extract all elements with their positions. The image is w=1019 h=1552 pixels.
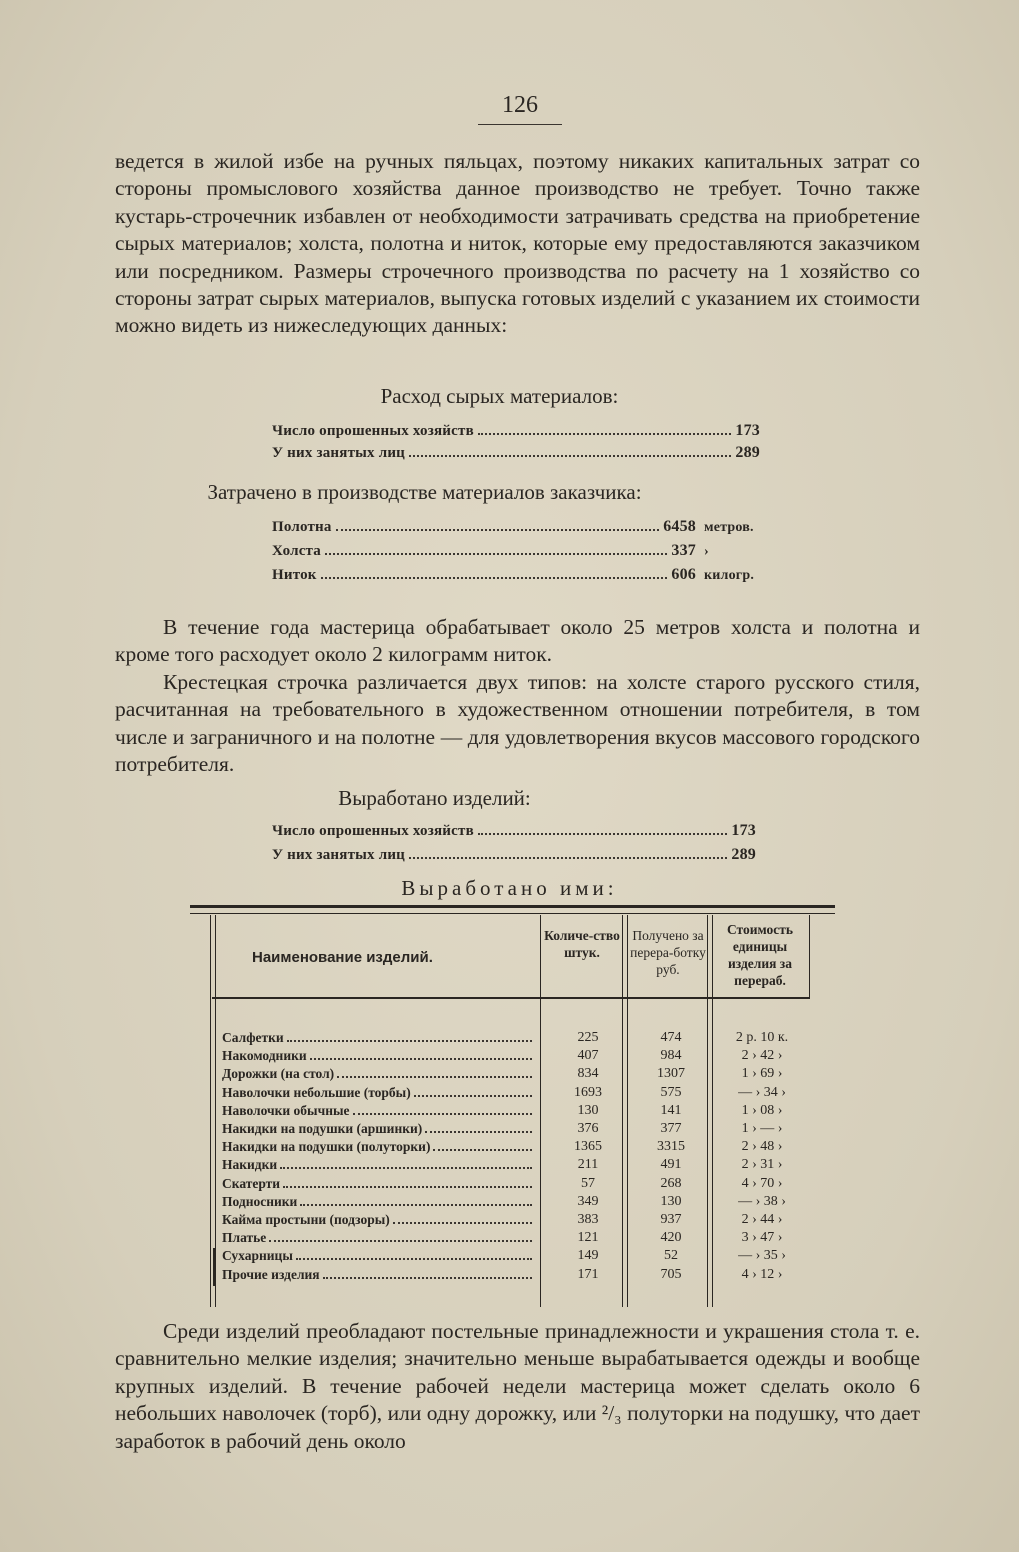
- item-qty: 171: [577, 1266, 599, 1282]
- item-unit-cost: 1 › 08 ›: [741, 1102, 783, 1118]
- item-qty: 211: [577, 1157, 599, 1173]
- row-persons: [272, 444, 760, 462]
- table-bracket-mark: [213, 1248, 216, 1286]
- row-polotno: [272, 518, 762, 536]
- header-name: Наименование изделий.: [252, 949, 433, 966]
- item-name: [222, 1103, 534, 1119]
- header-qty: Количе-ство штук.: [544, 928, 620, 960]
- row-label: Число опрошенных хозяйств: [272, 823, 474, 839]
- item-name: [222, 1248, 534, 1264]
- item-received: 474: [660, 1030, 682, 1045]
- item-unit-cost: 2 › 31 ›: [741, 1157, 783, 1173]
- table-row: [190, 1230, 790, 1248]
- item-unit-cost: 4 › 12 ›: [741, 1266, 783, 1282]
- item-name: [222, 1230, 534, 1246]
- paragraph-2: В течение года мастерица обрабатывает около 25 метров холста и полотна и кроме того расходует около 2 килограмм ниток.: [115, 615, 920, 667]
- row-households: [272, 422, 760, 440]
- table-row: [190, 1139, 790, 1157]
- item-name-text: Накидки на подушки (полуторки): [222, 1139, 431, 1155]
- item-name-text: Салфетки: [222, 1030, 284, 1045]
- dot-leader: [280, 1167, 532, 1169]
- row-label: Холста: [272, 543, 321, 559]
- row-value: 173: [731, 822, 756, 839]
- row-label: Ниток: [272, 567, 317, 583]
- dot-leader: [409, 856, 727, 859]
- dot-leader: [433, 1149, 532, 1151]
- item-received: 705: [660, 1266, 682, 1282]
- item-name: [222, 1157, 534, 1173]
- table-row: [190, 1157, 790, 1175]
- item-qty: 57: [581, 1175, 595, 1191]
- header-cost: Стоимость единицы изделия за перераб.: [726, 922, 794, 988]
- item-name-text: Накидки на подушки (аршинки): [222, 1121, 423, 1136]
- item-unit-cost: 2 › 44 ›: [741, 1212, 783, 1227]
- paragraph-1: ведется в жилой избе на ручных пяльцах, поэтому никаких капитальных затрат со стороны промыслового хозяйства данное производство не требует. Точно также кустарь-строчечник избавлен от необходимости затрачивать средства на приобретение сырых материалов; холста, полотна и ниток, которые ему предоставляются заказчиком или посредником. Размеры строчечного производства по расчету на 1 хозяйство со стороны затрат сырых материалов, выпуска готовых изделий с указанием их стоимости можно видеть из нижеследующих данных:: [115, 149, 920, 338]
- row-label: Число опрошенных хозяйств: [272, 423, 474, 439]
- item-unit-cost: 2 р. 10 к.: [735, 1030, 789, 1045]
- section-title-produced-by-them: Выработано ими:: [401, 876, 618, 900]
- item-unit-cost: 1 › — ›: [741, 1121, 783, 1136]
- item-received: 937: [660, 1212, 682, 1227]
- row-value: 606: [671, 566, 696, 583]
- item-name: [222, 1030, 534, 1046]
- item-unit-cost: — › 34 ›: [738, 1084, 786, 1100]
- item-name-text: Наволочки обычные: [222, 1102, 350, 1118]
- item-qty: 349: [577, 1193, 599, 1209]
- item-qty: 383: [577, 1212, 599, 1227]
- page-number-rule: [478, 124, 562, 125]
- item-name: [222, 1048, 534, 1064]
- item-unit-cost: 3 › 47 ›: [741, 1230, 783, 1246]
- item-unit-cost: — › 38 ›: [738, 1193, 786, 1209]
- item-name: [222, 1212, 534, 1228]
- table-row: [190, 1103, 790, 1121]
- row-unit: килогр.: [704, 568, 755, 583]
- item-name-text: Кайма простыни (подзоры): [222, 1212, 390, 1227]
- table-rule-top: [190, 905, 835, 908]
- table-row: [190, 1121, 790, 1139]
- row-value: 289: [731, 846, 756, 863]
- item-name: [222, 1176, 534, 1192]
- row-value: 289: [735, 444, 760, 461]
- table-row: [190, 1066, 790, 1084]
- row-households-2: [272, 822, 756, 840]
- item-received: 984: [660, 1048, 682, 1064]
- dot-leader: [310, 1058, 532, 1060]
- dot-leader: [425, 1131, 532, 1133]
- item-name-text: Накидки: [222, 1157, 278, 1173]
- item-unit-cost: 4 › 70 ›: [741, 1175, 783, 1191]
- dot-leader: [269, 1240, 532, 1242]
- item-name: [222, 1139, 534, 1155]
- item-received: 130: [660, 1193, 682, 1209]
- row-unit: ›: [704, 544, 709, 559]
- item-unit-cost: 1 › 69 ›: [741, 1066, 783, 1082]
- item-qty: 834: [577, 1066, 599, 1082]
- row-value: 337: [671, 542, 696, 559]
- item-qty: 1365: [574, 1139, 602, 1155]
- section-title-produced: Выработано изделий:: [338, 786, 531, 810]
- row-nitki: [272, 566, 762, 584]
- item-name-text: Наволочки небольшие (торбы): [222, 1084, 411, 1100]
- table-row: [190, 1085, 790, 1103]
- item-name-text: Подносники: [222, 1193, 298, 1209]
- item-name: [222, 1066, 534, 1082]
- dot-leader: [336, 528, 660, 531]
- row-value: 173: [735, 422, 760, 439]
- table-header-rule: [212, 997, 810, 999]
- item-qty: 1693: [574, 1084, 602, 1100]
- table-row: [190, 1248, 790, 1266]
- item-qty: 407: [577, 1048, 599, 1064]
- dot-leader: [287, 1040, 532, 1042]
- item-name-text: Платье: [222, 1230, 267, 1246]
- item-qty: 121: [577, 1230, 599, 1246]
- dot-leader: [337, 1076, 532, 1078]
- section-title-raw-materials: Расход сырых материалов:: [380, 384, 619, 408]
- table-row: [190, 1048, 790, 1066]
- row-label: У них занятых лиц: [272, 847, 406, 863]
- item-received: 52: [664, 1248, 678, 1264]
- item-unit-cost: — › 35 ›: [738, 1248, 786, 1264]
- section-title-customer-materials: Затрачено в производстве материалов заказчика:: [207, 480, 642, 504]
- item-received: 268: [660, 1175, 682, 1191]
- row-label: У них занятых лиц: [272, 445, 406, 461]
- table-row: [190, 1212, 790, 1230]
- item-received: 575: [660, 1084, 682, 1100]
- dot-leader: [323, 1277, 532, 1279]
- paragraph-4: Среди изделий преобладают постельные принадлежности и украшения стола т. е. сравнительно мелкие изделия; значительно меньше вырабатывается одежды и вообще крупных изделий. В течение рабочей недели мастерица может сделать около 6 небольших наволочек (торб), или одну дорожку, или ²/₃ полуторки на подушку, что дает заработок в рабочий день около: [115, 1319, 920, 1453]
- dot-leader: [296, 1258, 532, 1260]
- table-border-right: [809, 915, 810, 997]
- item-name-text: Накомодники: [222, 1048, 307, 1064]
- item-received: 377: [660, 1121, 682, 1136]
- item-received: 491: [660, 1157, 682, 1173]
- header-received: Получено за перера-ботку руб.: [630, 928, 706, 977]
- row-value: 6458: [663, 518, 696, 535]
- row-kholst: [272, 542, 762, 560]
- item-qty: 376: [577, 1121, 599, 1136]
- item-name-text: Дорожки (на стол): [222, 1066, 335, 1082]
- item-received: 420: [660, 1230, 682, 1246]
- table-row: [190, 1176, 790, 1194]
- table-row: [190, 1267, 790, 1285]
- dot-leader: [478, 432, 732, 435]
- dot-leader: [393, 1222, 532, 1224]
- dot-leader: [409, 454, 731, 457]
- item-unit-cost: 2 › 48 ›: [741, 1139, 783, 1155]
- item-received: 3315: [657, 1139, 685, 1155]
- row-label: Полотна: [272, 519, 332, 535]
- item-name: [222, 1085, 534, 1101]
- item-name: [222, 1121, 534, 1137]
- table-rule-top-thin: [190, 913, 835, 914]
- dot-leader: [414, 1095, 532, 1097]
- dot-leader: [478, 832, 728, 835]
- item-unit-cost: 2 › 42 ›: [741, 1048, 783, 1064]
- item-name: [222, 1194, 534, 1210]
- item-name: [222, 1267, 534, 1283]
- item-name-text: Скатерти: [222, 1175, 281, 1191]
- dot-leader: [283, 1186, 532, 1188]
- item-name-text: Прочие изделия: [222, 1266, 320, 1282]
- item-qty: 225: [577, 1030, 599, 1045]
- row-unit: метров.: [704, 520, 754, 535]
- table-row: [190, 1030, 790, 1048]
- paragraph-3: Крестецкая строчка различается двух типов: на холсте старого русского стиля, расчитанная на требовательного в художественном отношении потребителя, в том числе и заграничного и на полотне — для удовлетворения вкусов массового городского потребителя.: [115, 670, 920, 777]
- item-qty: 130: [577, 1102, 599, 1118]
- page-number: 126: [502, 92, 538, 118]
- item-qty: 149: [577, 1248, 599, 1264]
- dot-leader: [321, 576, 668, 579]
- dot-leader: [353, 1113, 532, 1115]
- dot-leader: [325, 552, 667, 555]
- row-persons-2: [272, 846, 756, 864]
- table-row: [190, 1194, 790, 1212]
- item-name-text: Сухарницы: [222, 1248, 293, 1264]
- item-received: 1307: [657, 1066, 685, 1082]
- item-received: 141: [660, 1102, 682, 1118]
- dot-leader: [300, 1204, 532, 1206]
